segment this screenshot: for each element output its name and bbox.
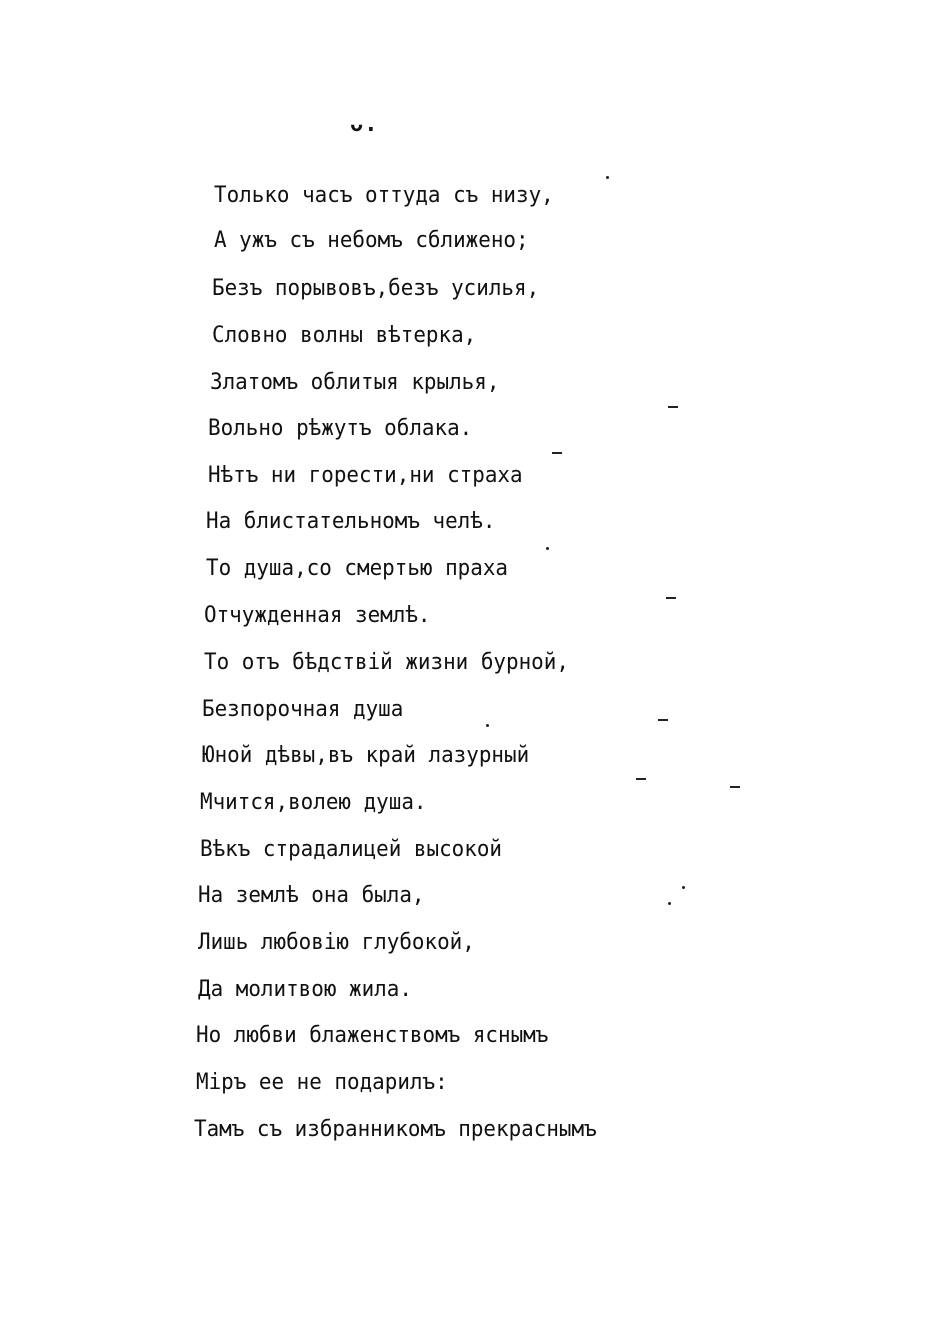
scan-mark [606,176,609,179]
scan-mark [682,886,685,889]
poem-line: Безпорочная душа [202,697,404,722]
poem-line: Нѣтъ ни горести,ни страха [208,463,523,488]
poem-line: Да молитвою жила. [198,977,412,1002]
poem-line: Юной дѣвы,въ край лазурный [202,743,530,768]
poem-line: Вѣкъ страдалицей высокой [200,837,502,862]
poem-line: А ужъ съ небомъ сближено; [214,228,529,253]
poem-line: Словно волны вѣтерка, [212,323,477,348]
poem-line: То душа,со смертью праха [206,556,508,581]
poem-line: Вольно рѣжутъ облака. [208,416,473,441]
scan-mark [658,719,668,721]
poem-line: То отъ бѣдствiй жизни бурной, [204,650,569,675]
scan-mark [668,406,678,408]
scan-mark [668,902,671,905]
scan-mark [486,724,489,727]
poem-line: Но любви блаженствомъ яснымъ [196,1023,549,1048]
scan-mark [666,597,676,599]
poem-line: Лишь любовiю глубокой, [198,930,475,955]
scan-mark [552,452,562,454]
scan-mark [546,547,549,550]
page-number: ᴗ. [350,112,379,137]
scan-mark [730,786,740,788]
poem-line: Только часъ оттуда съ низу, [214,183,554,208]
poem-line: На блистательномъ челѣ. [206,509,496,534]
poem-line: Безъ порывовъ,безъ усилья, [212,276,540,301]
poem-line: Златомъ облитыя крылья, [210,370,500,395]
poem-line: Мiръ ее не подарилъ: [196,1070,448,1095]
poem-line: На землѣ она была, [198,883,425,908]
poem-line: Мчится,волею душа. [200,790,427,815]
scan-mark [636,778,646,780]
poem-line: Отчужденная землѣ. [204,603,431,628]
poem-line: Тамъ съ избранникомъ прекраснымъ [194,1117,597,1142]
